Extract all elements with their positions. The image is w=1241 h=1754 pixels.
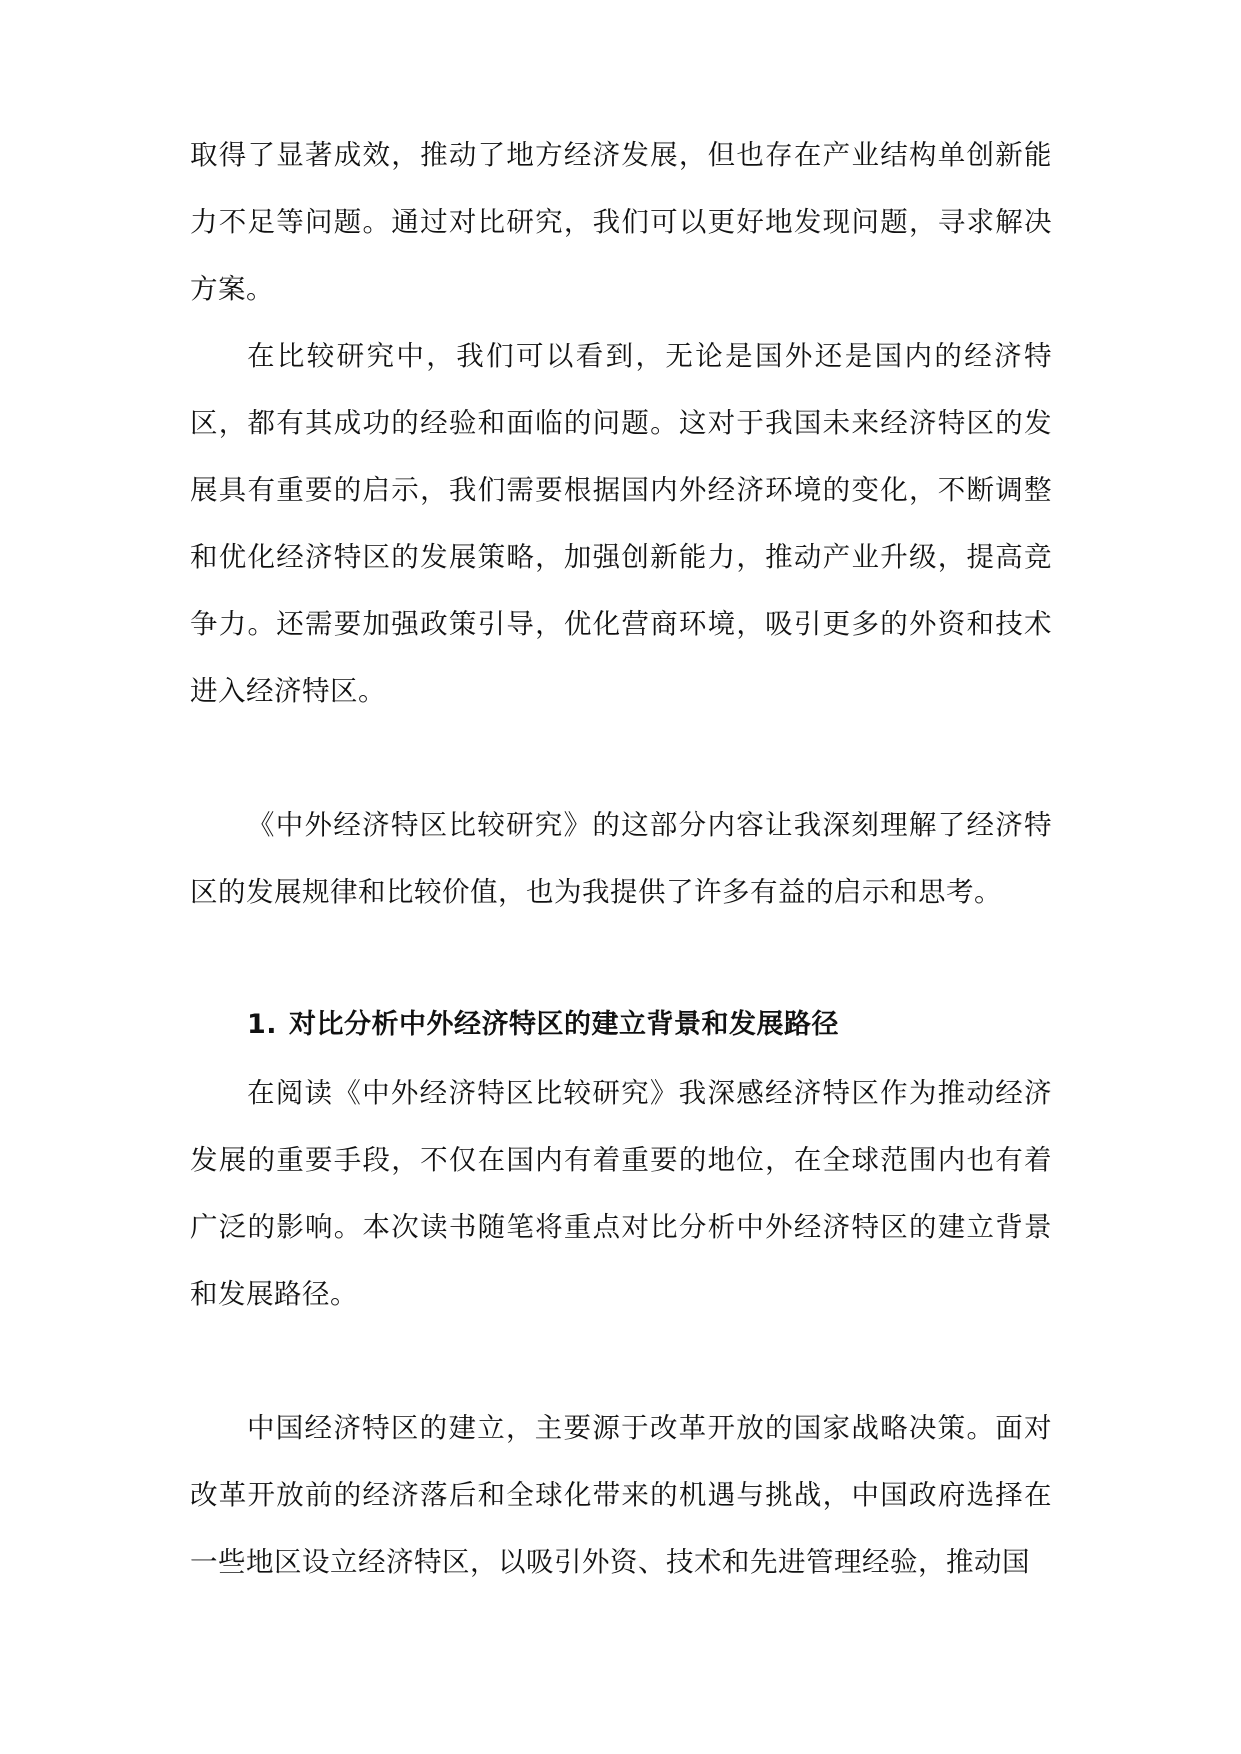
section-heading [247,1005,1047,1045]
section-title: 对比分析中外经济特区的建立背景和发展路径 [289,1009,839,1040]
section-number: 1. [247,1009,278,1040]
paragraph-reading-intro: 在阅读《中外经济特区比较研究》我深感经济特区作为推动经济发展的重要手段，不仅在国内有着重要的地位，在全球范围内也有着广泛的影响。本次读书随笔将重点对比分析中外经济特区的建立背景和发展路径。 [190,1077,1052,1310]
paragraph-china-background: 中国经济特区的建立，主要源于改革开放的国家战略决策。面对改革开放前的经济落后和全球化带来的机遇与挑战，中国政府选择在一些地区设立经济特区，以吸引外资、技术和先进管理经验，推动国 [190,1412,1052,1578]
paragraph-book-reflection: 《中外经济特区比较研究》的这部分内容让我深刻理解了经济特区的发展规律和比较价值，也为我提供了许多有益的启示和思考。 [190,809,1052,908]
paragraph-comparison-findings: 在比较研究中，我们可以看到，无论是国外还是国内的经济特区，都有其成功的经验和面临的问题。这对于我国未来经济特区的发展具有重要的启示，我们需要根据国内外经济环境的变化，不断调整和优化经济特区的发展策略，加强创新能力，推动产业升级，提高竞争力。还需要加强政策引导，优化营商环境，吸引更多的外资和技术进入经济特区。 [190,340,1052,707]
paragraph-continuation: 取得了显著成效，推动了地方经济发展，但也存在产业结构单创新能力不足等问题。通过对比研究，我们可以更好地发现问题，寻求解决方案。 [190,139,1052,305]
